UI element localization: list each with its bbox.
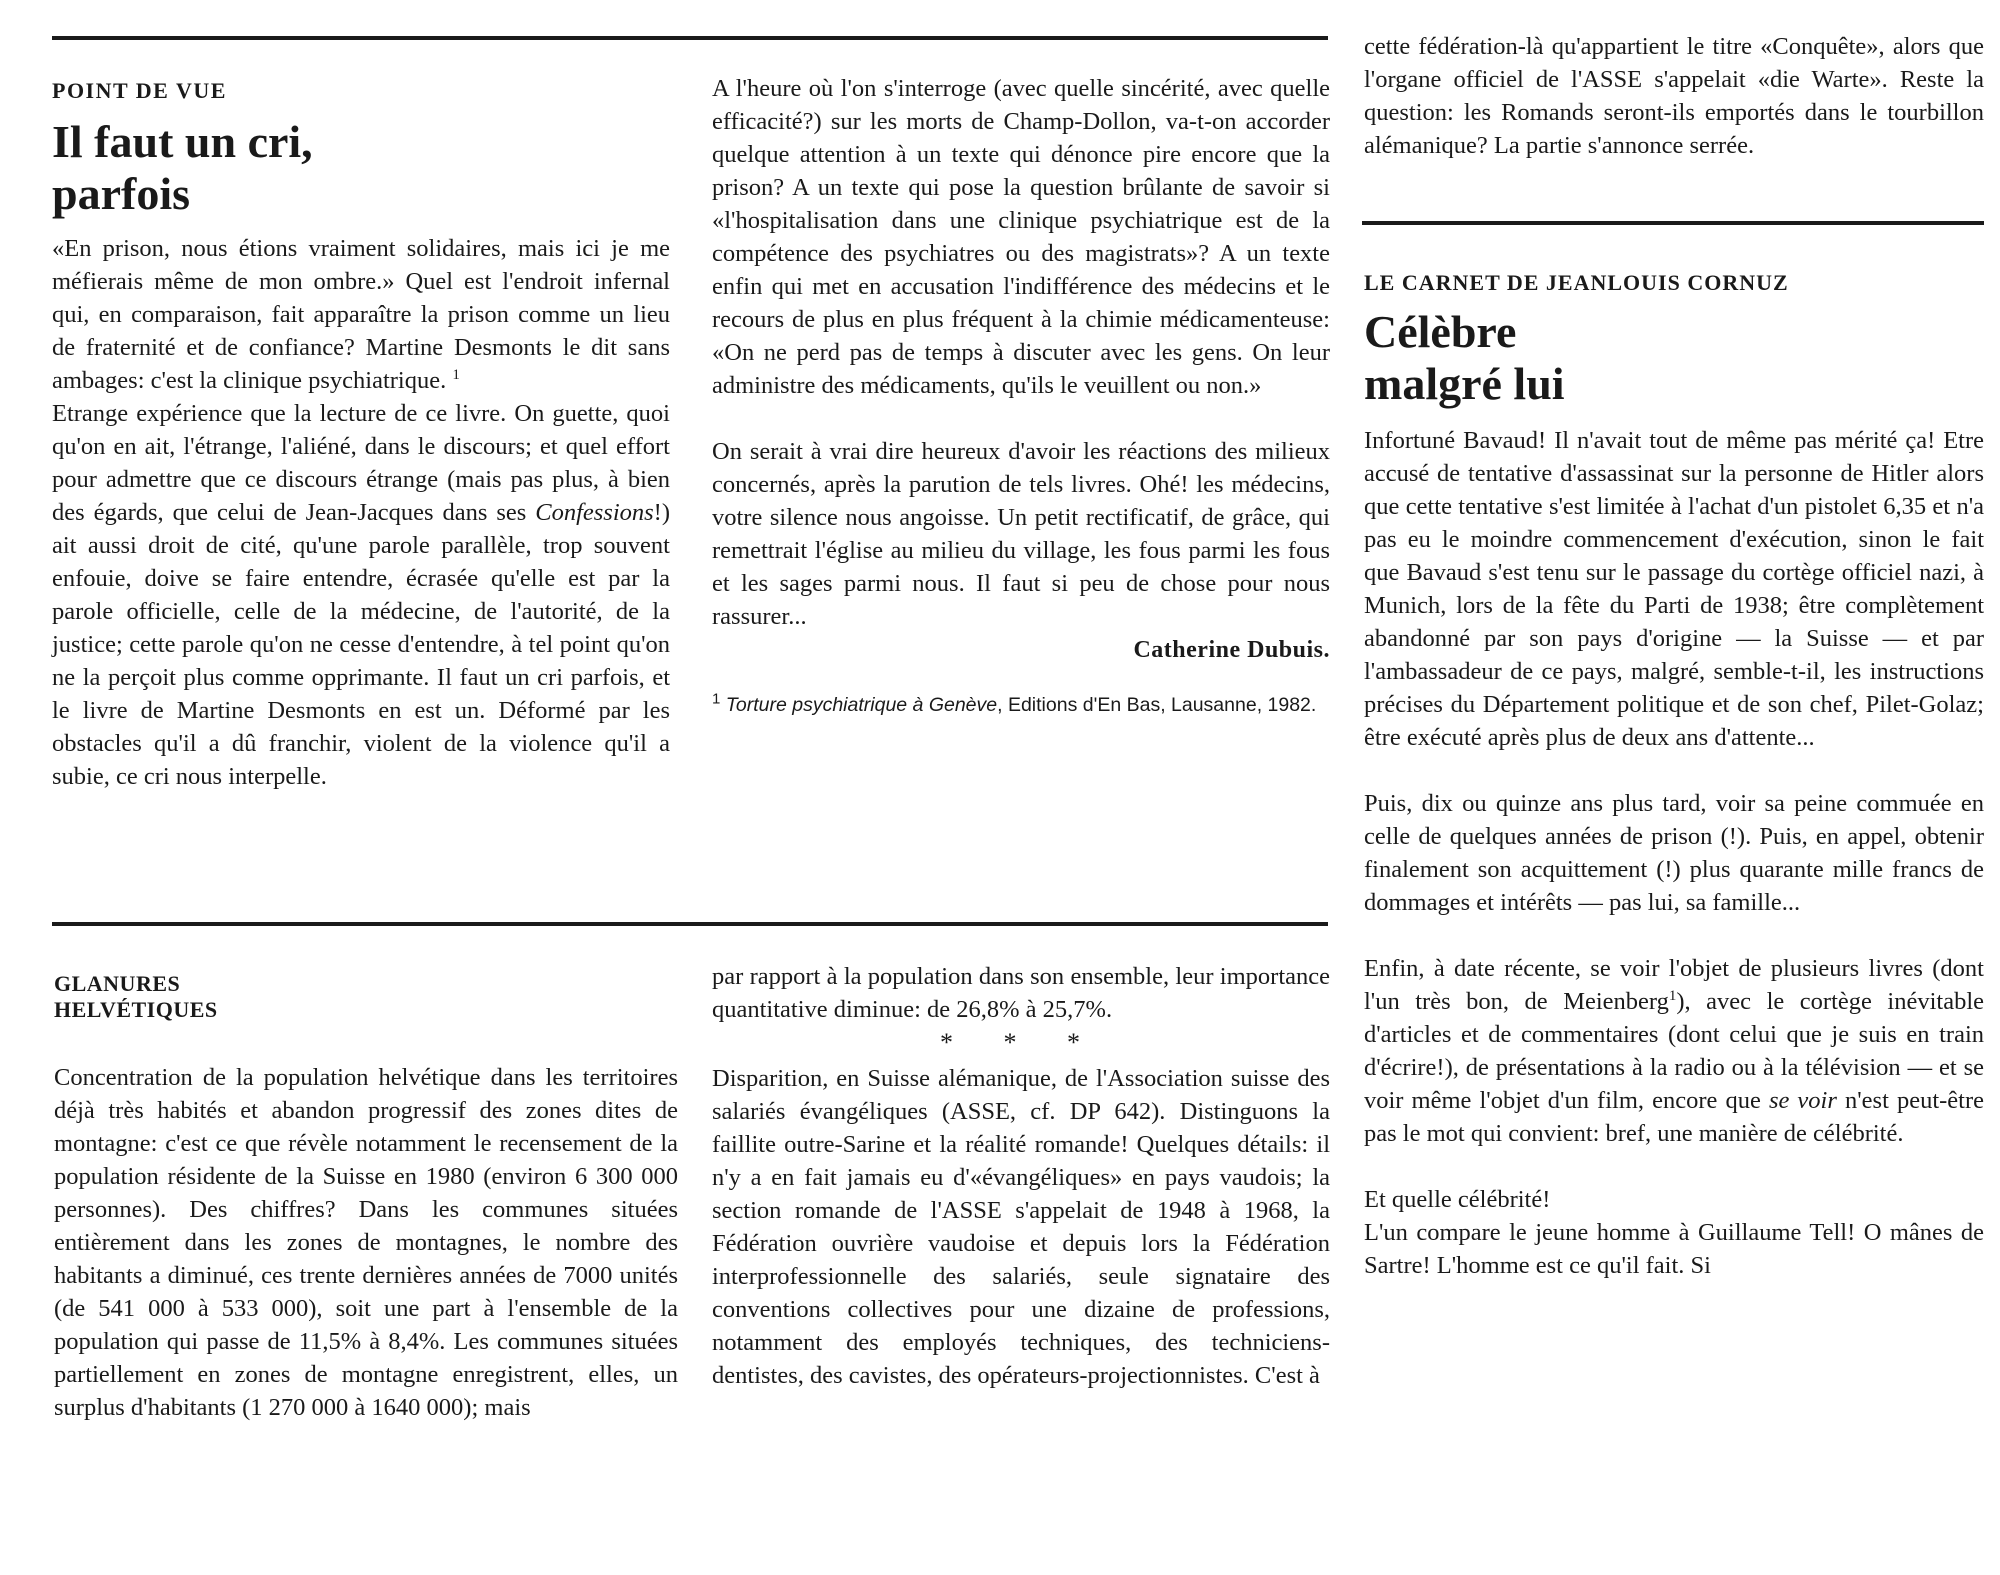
headline-line-2: parfois (52, 168, 190, 219)
article-paragraph: Enfin, à date récente, se voir l'objet de plusieurs livres (dont l'un très bon, de Meienberg$^1$), avec le cortège inévitable d'articles et de commentaires (dont celui que je suis en train d'écrire!), de présentations à la radio ou à la télévision — et se voir même l'objet d'un film, encore que se voir n'est peut-être pas le mot qui convient: bref, une manière de célébrité. (1364, 955, 1985, 1147)
article-paragraph: «En prison, nous étions vraiment solidaires, mais ici je me méfierais même de mon ombre.» Quel est l'endroit infernal qui, en comparaison, fait apparaître la prison comme un lieu de fraternité et de confiance? Martine Desmonts le dit sans ambages: c'est la clinique psychiatrique. $^1$ (52, 235, 670, 394)
article-paragraph: Infortuné Bavaud! Il n'avait tout de même pas mérité ça! Etre accusé de tentative d'assassinat sur la personne de Hitler alors que cette tentative s'est limitée à l'achat d'un pistolet 6,35 et n'a pas eu le moindre commencement d'exécution, sinon le fait que Bavaud s'est tenu sur le passage du cortège officiel nazi, à Munich, lors de la fête du Parti de 1938; être complètement abandonné par son pays d'origine — la Suisse — et par l'ambassadeur de ce pays, malgré, semble-t-il, les instructions précises du Département politique et de son chef, Pilet-Golaz; être exécuté après plus de deux ans d'attente... (1364, 427, 1984, 751)
headline-il-faut-un-cri (52, 116, 670, 220)
top-rule-left (52, 36, 1328, 40)
rule-right-column (1362, 221, 1984, 225)
footnote-marker: 1 (452, 366, 460, 383)
article-paragraph: On serait à vrai dire heureux d'avoir les réactions des milieux concernés, après la parution de tels livres. Ohé! les médecins, votre silence nous angoisse. Un petit rectificatif, de grâce, qui remettrait l'église au milieu du village, les fous parmi les fous et les sages parmi nous. Il faut si peu de chose pour nous rassurer... (712, 438, 1330, 630)
article-paragraph: Disparition, en Suisse alémanique, de l'Association suisse des salariés évangéliques (ASSE, cf. DP 642). Distinguons la faillite outre-Sarine et la réalité romande! Quelques détails: il n'y a en fait jamais eu d'«évangéliques» en pays vaudois; la section romande de l'ASSE s'appelait de 1948 à 1968, la Fédération ouvrière vaudoise et depuis lors la Fédération interprofessionnelle des salariés, seule signataire des conventions collectives pour une dizaine de professions, notamment des employés techniques, des techniciens-dentistes, des cavistes, des opérateurs-projectionnistes. C'est à (712, 1065, 1330, 1389)
section-kicker-glanures: GLANURES HELVÉTIQUES (54, 971, 218, 1022)
glanures-column-1 (54, 971, 678, 1424)
glanures-column-2 (712, 960, 1330, 1392)
headline-line-1: Célèbre (1364, 306, 1517, 357)
footnote-number: 1 (712, 690, 721, 708)
article-paragraph: Et quelle célébrité! L'un compare le jeune homme à Guillaume Tell! O mânes de Sartre! L'homme est ce qu'il fait. Si (1364, 1186, 1984, 1279)
article-paragraph: A l'heure où l'on s'interroge (avec quelle sincérité, avec quelle efficacité?) sur les morts de Champ-Dollon, va-t-on accorder quelque attention à un texte qui dénonce pire encore que la prison? A un texte qui pose la question brûlante de savoir si «l'hospitalisation dans une clinique psychiatrique est de la compétence des psychiatres ou des magistrats»? A un texte enfin qui met en accusation l'indifférence des médecins et le recours de plus en plus fréquent à la chimie médicamenteuse: «On ne perd pas de temps à discuter avec les gens. On leur administre des médicaments, qu'ils le veuillent ou non.» (712, 75, 1330, 399)
point-de-vue-column-1 (52, 78, 670, 793)
headline-line-2: malgré lui (1364, 358, 1565, 409)
headline-celebre-malgre-lui (1364, 306, 1984, 410)
article-paragraph: Etrange expérience que la lecture de ce livre. On guette, quoi qu'on en ait, l'étrange, l'aliéné, dans le discours; et quel effort pour admettre que ce discours étrange (mais pas plus, à bien des égards, que celui de Jean-Jacques dans ses Confessions!) ait aussi droit de cité, qu'une parole parallèle, trop souvent enfouie, doive se faire entendre, écrasée qu'elle est par la parole officielle, celle de la médecine, de l'autorité, de la justice; cette parole qu'on ne cesse d'entendre, à tel point qu'on ne la perçoit plus comme opprimante. Il faut un cri parfois, et le livre de Martine Desmonts en est un. Déformé par les obstacles qu'il a dû franchir, violent de la violence qu'il a subie, ce cri nous interpelle. (52, 400, 670, 790)
point-de-vue-column-2 (712, 72, 1330, 719)
section-kicker-point-de-vue: POINT DE VUE (52, 78, 227, 103)
middle-rule-left (52, 922, 1328, 926)
article-paragraph: Concentration de la population helvétique dans les territoires déjà très habités et abandon progressif des zones dites de montagne: c'est ce que révèle notamment le recensement de la population résidente de la Suisse en 1980 (environ 6 300 000 personnes). Des chiffres? Dans les communes situées entièrement dans les zones de montagnes, le nombre des habitants a diminué, ces trente dernières années de 7000 unités (de 541 000 à 533 000), soit une part à l'ensemble de la population qui passe de 11,5% à 8,4%. Les communes situées partiellement en zones de montagne enregistrent, elles, un surplus d'habitants (1 270 000 à 1640 000); mais (54, 1064, 678, 1421)
footnote: $^1$ Torture psychiatrique à Genève, Editions d'En Bas, Lausanne, 1982. (712, 690, 1317, 716)
section-separator-stars: * * * (940, 1028, 1102, 1057)
article-paragraph: Puis, dix ou quinze ans plus tard, voir sa peine commuée en celle de quelques années de prison (!). Puis, en appel, obtenir finalement son acquittement (!) plus quarante mille francs de dommages et intérêts — pas lui, sa famille... (1364, 790, 1984, 916)
author-signature: Catherine Dubuis. (1133, 637, 1330, 663)
article-paragraph: par rapport à la population dans son ensemble, leur importance quantitative diminue: de 26,8% à 25,7%. (712, 963, 1330, 1023)
glanures-column-3 (1364, 30, 1984, 162)
carnet-column (1364, 270, 1984, 1282)
section-kicker-carnet: LE CARNET DE JEANLOUIS CORNUZ (1364, 270, 1789, 295)
headline-line-1: Il faut un cri, (52, 116, 313, 167)
footnote-marker: 1 (1668, 987, 1677, 1004)
article-paragraph: cette fédération-là qu'appartient le titre «Conquête», alors que l'organe officiel de l'ASSE s'appelait «die Warte». Reste la question: les Romands seront-ils emportés dans le tourbillon alémanique? La partie s'annonce serrée. (1364, 33, 1984, 159)
